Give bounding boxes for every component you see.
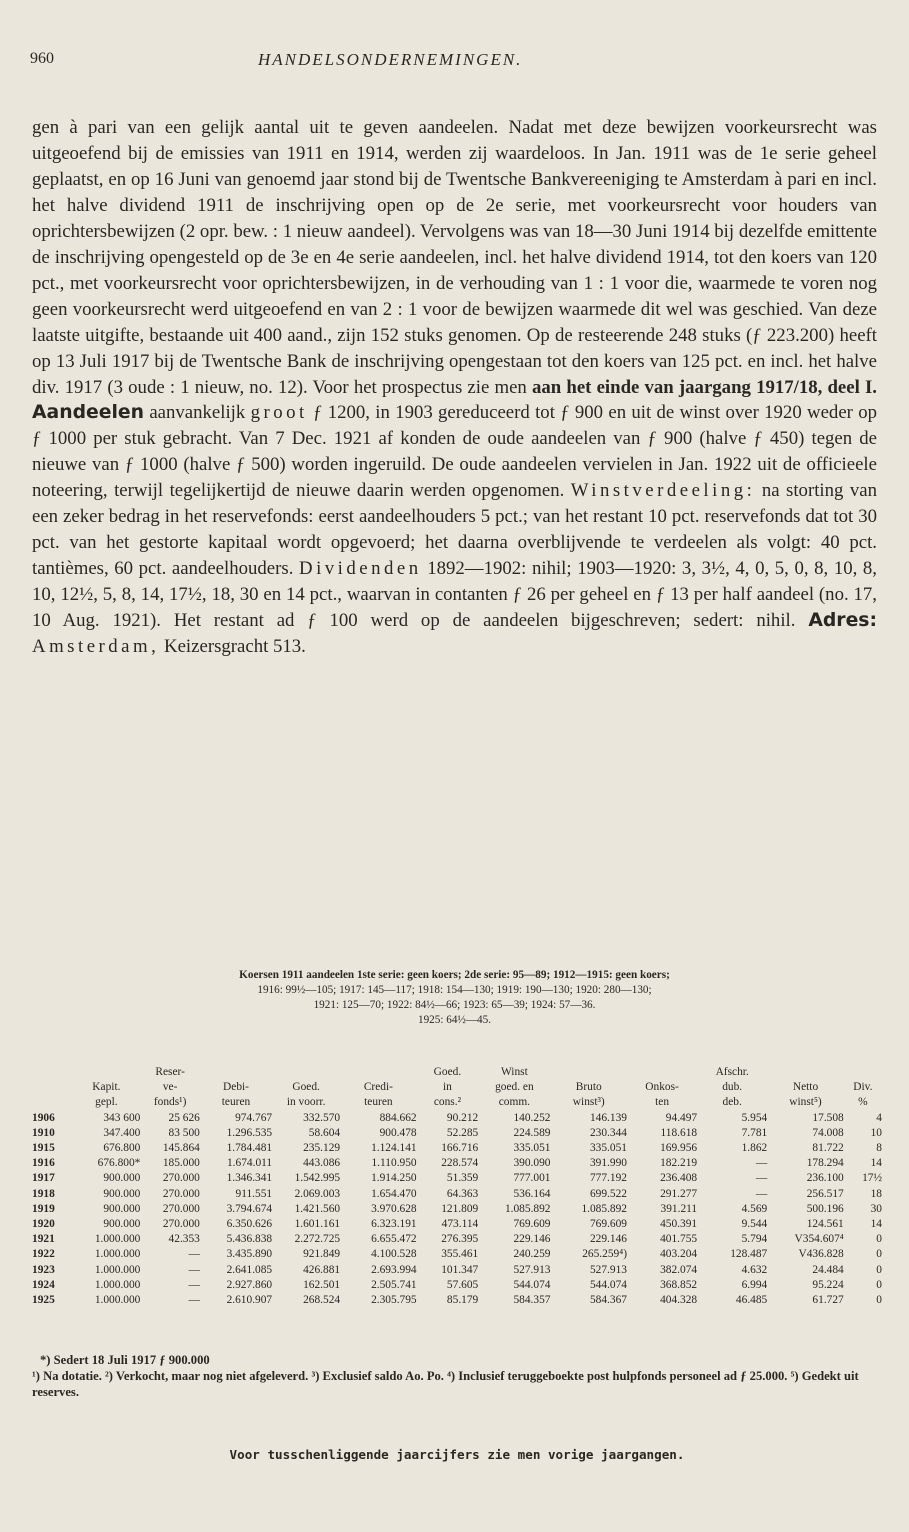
table-cell: 169.956 bbox=[660, 1142, 698, 1155]
table-cell: 256.517 bbox=[806, 1187, 844, 1200]
table-header-cell: fonds¹) bbox=[153, 1096, 187, 1109]
groot-word: groot bbox=[250, 402, 308, 424]
table-row bbox=[32, 1278, 882, 1293]
table-cell: V436.828 bbox=[798, 1248, 844, 1261]
table-year-cell: 1919 bbox=[32, 1202, 55, 1215]
table-cell: 1.085.892 bbox=[581, 1202, 627, 1215]
table-cell: 1.085.892 bbox=[504, 1202, 551, 1215]
table-cell: 391.990 bbox=[589, 1157, 627, 1170]
table-header-cell: gepl. bbox=[95, 1096, 118, 1109]
table-cell: 30 bbox=[870, 1202, 882, 1215]
table-header-cell: in voorr. bbox=[286, 1096, 326, 1109]
table-cell: — bbox=[755, 1157, 768, 1170]
table-header-cell: Div. bbox=[853, 1081, 873, 1094]
table-cell: 94.497 bbox=[665, 1111, 698, 1124]
adres-street: Keizersgracht 513. bbox=[164, 636, 306, 658]
table-header-cell: Bruto bbox=[575, 1081, 602, 1094]
table-cell: 270.000 bbox=[162, 1202, 200, 1215]
table-row bbox=[32, 1156, 882, 1171]
table-cell: 240.259 bbox=[513, 1248, 551, 1261]
table-cell: 403.204 bbox=[660, 1248, 698, 1261]
table-cell: 58.604 bbox=[308, 1126, 341, 1139]
table-cell: 10 bbox=[870, 1126, 882, 1139]
table-cell: 3.794.674 bbox=[226, 1202, 273, 1215]
table-header-cell: ve- bbox=[162, 1081, 178, 1094]
table-cell: — bbox=[755, 1172, 768, 1185]
table-cell: 229.146 bbox=[589, 1233, 627, 1246]
table-cell: 527.913 bbox=[589, 1263, 627, 1276]
table-cell: 265.259⁴) bbox=[582, 1248, 627, 1261]
text-t2: ƒ 1200, in 1903 gereduceerd tot ƒ 900 en uit de winst over 1920 weder op ƒ 1000 per stuk gebracht. Van 7 Dec. 1921 af konden de oude aandeelen van ƒ 900 (halve ƒ 450) tegen de nieuwe van ƒ 1000 (halve ƒ 500) worden ingeruild. De oude aandeelen vervielen in Jan. 1922 uit de officieele noteering, terwijl tegelijkertijd de nieuwe daarin werden opgenomen. bbox=[32, 402, 877, 502]
table-cell: 291.277 bbox=[660, 1187, 698, 1200]
table-cell: 391.211 bbox=[660, 1202, 698, 1215]
table-cell: 146.139 bbox=[589, 1111, 627, 1124]
table-body bbox=[32, 1111, 882, 1309]
table-year-cell: 1915 bbox=[32, 1142, 55, 1155]
table-cell: 2.693.994 bbox=[371, 1263, 417, 1276]
table-cell: 74.008 bbox=[812, 1126, 844, 1139]
table-cell: 1.000.000 bbox=[94, 1278, 141, 1291]
table-cell: 584.367 bbox=[589, 1294, 627, 1307]
table-cell: 185.000 bbox=[162, 1157, 200, 1170]
table-cell: 1.542.995 bbox=[294, 1172, 341, 1185]
table-cell: 4.569 bbox=[741, 1202, 768, 1215]
table-cell: 544.074 bbox=[513, 1278, 551, 1291]
table-header-cell: winst⁵) bbox=[789, 1096, 822, 1109]
table-cell: 228.574 bbox=[441, 1157, 479, 1170]
table-cell: 1.000.000 bbox=[94, 1233, 141, 1246]
table-cell: 128.487 bbox=[730, 1248, 768, 1261]
table-cell: 61.727 bbox=[812, 1294, 844, 1307]
table-cell: — bbox=[188, 1248, 200, 1261]
table-cell: — bbox=[188, 1263, 200, 1276]
table-cell: 95.224 bbox=[812, 1278, 844, 1291]
table-header-cell bbox=[627, 1065, 697, 1080]
table-cell: 1.296.535 bbox=[226, 1126, 273, 1139]
table-header-cell: Netto bbox=[792, 1081, 819, 1094]
table-cell: 777.192 bbox=[589, 1172, 627, 1185]
table-cell: 51.359 bbox=[446, 1172, 479, 1185]
table-cell: 46.485 bbox=[735, 1294, 768, 1307]
table-header-cell bbox=[272, 1065, 340, 1080]
table-cell: 178.294 bbox=[806, 1157, 844, 1170]
table-cell: 900.478 bbox=[379, 1126, 417, 1139]
table-row bbox=[32, 1217, 882, 1232]
table-header bbox=[32, 1065, 882, 1111]
table-cell: 17½ bbox=[862, 1172, 882, 1185]
table-header-cell bbox=[72, 1065, 140, 1080]
koersen-line-4: 1925: 64½—45. bbox=[417, 1014, 492, 1026]
table-cell: 382.074 bbox=[660, 1263, 698, 1276]
footnote-star: *) Sedert 18 Juli 1917 ƒ 900.000 bbox=[40, 1353, 210, 1367]
table-cell: 368.852 bbox=[660, 1278, 698, 1291]
table-cell: 101.347 bbox=[441, 1263, 479, 1276]
table-cell: 1.862 bbox=[741, 1142, 768, 1155]
table-cell: 676.800 bbox=[103, 1142, 141, 1155]
table-header-cell: Debi- bbox=[223, 1081, 249, 1094]
table-header-row bbox=[32, 1080, 882, 1095]
table-header-cell: ten bbox=[655, 1096, 670, 1109]
table-cell: 544.074 bbox=[589, 1278, 627, 1291]
table-header-cell bbox=[32, 1080, 72, 1095]
table-year-cell: 1916 bbox=[32, 1157, 55, 1170]
table-cell: 182.219 bbox=[660, 1157, 698, 1170]
main-paragraph bbox=[32, 115, 877, 660]
table-cell: 270.000 bbox=[162, 1172, 200, 1185]
koersen-line-1: Koersen 1911 aandeelen 1ste serie: geen koers; 2de serie: 95—89; 1912—1915: geen koers; bbox=[239, 969, 670, 981]
table-cell: 0 bbox=[876, 1248, 882, 1261]
table-cell: 24.484 bbox=[812, 1263, 844, 1276]
table-header-cell bbox=[844, 1065, 882, 1080]
table-cell: 124.561 bbox=[806, 1218, 844, 1231]
table-cell: 0 bbox=[876, 1263, 882, 1276]
table-cell: 1.421.560 bbox=[294, 1202, 341, 1215]
page-number: 960 bbox=[30, 50, 54, 67]
text-t4: 1892—1902: nihil; 1903—1920: 3, 3½, 4, 0, 5, 0, 8, 10, 8, 10, 12½, 5, 8, 14, 17½, 18, 30 en 14 pct., waarvan in contanten ƒ 26 per geheel en ƒ 13 per half aandeel (no. 17, 10 Aug. 1921). Het restant ad ƒ 100 werd op de aandeelen bijgeschreven; sedert: nihil. bbox=[32, 558, 877, 632]
table-header-cell bbox=[340, 1065, 417, 1080]
text-t1: aanvankelijk bbox=[149, 402, 246, 424]
table-cell: 14 bbox=[870, 1218, 882, 1231]
table-cell: 6.655.472 bbox=[371, 1233, 417, 1246]
table-header-cell: Credi- bbox=[363, 1081, 393, 1094]
adres-heading: Adres: bbox=[808, 610, 877, 632]
table-cell: 162.501 bbox=[303, 1278, 341, 1291]
table-cell: 769.609 bbox=[589, 1218, 627, 1231]
table-cell: — bbox=[188, 1294, 200, 1307]
table-cell: 90.212 bbox=[446, 1111, 479, 1124]
table-cell: 335.051 bbox=[589, 1142, 627, 1155]
table-cell: 0 bbox=[876, 1233, 882, 1246]
table-year-cell: 1922 bbox=[32, 1248, 55, 1261]
table-cell: 5.954 bbox=[741, 1111, 768, 1124]
table-cell: 911.551 bbox=[235, 1187, 273, 1200]
table-row bbox=[32, 1126, 882, 1141]
table-cell: 1.000.000 bbox=[94, 1263, 141, 1276]
table-header-cell: teuren bbox=[364, 1096, 393, 1109]
table-row bbox=[32, 1187, 882, 1202]
table-cell: 166.716 bbox=[441, 1142, 479, 1155]
table-cell: 268.524 bbox=[303, 1294, 341, 1307]
dividenden-heading: Dividenden bbox=[299, 558, 422, 580]
table-cell: 0 bbox=[876, 1294, 882, 1307]
table-cell: 5.794 bbox=[741, 1233, 768, 1246]
table-year-cell: 1910 bbox=[32, 1126, 55, 1139]
table-cell: 1.601.161 bbox=[294, 1218, 341, 1231]
table-cell: 1.124.141 bbox=[371, 1142, 417, 1155]
table-header-cell: comm. bbox=[498, 1096, 531, 1109]
table-cell: 1.654.470 bbox=[371, 1187, 417, 1200]
table-cell: 230.344 bbox=[589, 1126, 627, 1139]
table-cell: 404.328 bbox=[660, 1294, 698, 1307]
adres-city: Amsterdam, bbox=[32, 636, 160, 658]
text-p1: gen à pari van een gelijk aantal uit te geven aandeelen. Nadat met deze bewijzen voorkeursrecht was uitgeoefend bij de emissies van 1911 en 1914, werden zij waardeloos. In Jan. 1911 was de 1e serie geheel geplaatst, en op 16 Juni van genoemd jaar stond bij de Twentsche Bankvereeniging te Amsterdam à pari en incl. het halve dividend 1911 de inschrijving open op de 2e serie, met voorkeursrecht voor houders van oprichtersbewijzen (2 opr. bew. : 1 nieuw aandeel). Vervolgens was van 18—30 Juni 1914 bij dezelfde emittente de inschrijving opengesteld op de 3e en 4e serie aandeelen, incl. het halve dividend 1914, tot den koers van 120 pct., met voorkeursrecht voor oprichtersbewijzen, in de verhouding van 1 : 1 voor die, waarmede te voren nog geen voorkeursrecht werd uitgeoefend en van 2 : 1 voor de bewijzen waarmede dit wel was geschied. Van deze laatste uitgifte, bestaande uit 400 aand., zijn 152 stuks genomen. Op de resteerende 248 stuks (ƒ 223.200) heeft op 13 Juli 1917 bij de Twentsche Bank de inschrijving opengestaan tot den koers van 125 pct. en incl. het halve div. 1917 (3 oude : 1 nieuw, no. 12). Voor het prospectus zie men bbox=[32, 117, 877, 398]
table-header-cell bbox=[767, 1065, 844, 1080]
table-cell: 85.179 bbox=[446, 1294, 479, 1307]
table-cell: 699.522 bbox=[589, 1187, 627, 1200]
table-cell: 14 bbox=[870, 1157, 882, 1170]
koersen-block bbox=[32, 968, 877, 1028]
table-row bbox=[32, 1111, 882, 1126]
table-cell: 2.305.795 bbox=[371, 1294, 417, 1307]
table-row bbox=[32, 1263, 882, 1278]
table-cell: 235.129 bbox=[303, 1142, 341, 1155]
table-cell: 900.000 bbox=[103, 1187, 141, 1200]
table-cell: 5.436.838 bbox=[226, 1233, 273, 1246]
table-cell: 536.164 bbox=[513, 1187, 551, 1200]
table-header-cell: cons.² bbox=[433, 1096, 462, 1109]
table-header-cell: Goed. bbox=[292, 1081, 320, 1094]
closing-note: Voor tusschenliggende jaarcijfers zie men vorige jaargangen. bbox=[229, 1447, 685, 1462]
running-title: HANDELSONDERNEMINGEN. bbox=[258, 50, 523, 69]
table-header-cell: goed. en bbox=[495, 1081, 534, 1094]
koersen-line-3: 1921: 125—70; 1922: 84½—66; 1923: 65—39; 1924: 57—36. bbox=[313, 999, 596, 1011]
table-cell: 42.353 bbox=[168, 1233, 200, 1246]
table-cell: — bbox=[188, 1278, 200, 1291]
table-cell: 426.881 bbox=[303, 1263, 341, 1276]
table-cell: 676.800* bbox=[97, 1157, 141, 1170]
table-cell: 64.363 bbox=[446, 1187, 479, 1200]
table-header-cell: deb. bbox=[722, 1096, 742, 1109]
footnotes bbox=[32, 1352, 882, 1401]
table-header-cell bbox=[551, 1065, 628, 1080]
table-header-cell: winst³) bbox=[572, 1096, 605, 1109]
table-cell: 9.544 bbox=[741, 1218, 768, 1231]
page-header bbox=[30, 50, 879, 80]
table-cell: 6.350.626 bbox=[226, 1218, 273, 1231]
table-cell: 974.767 bbox=[235, 1111, 273, 1124]
table-cell: 401.755 bbox=[660, 1233, 698, 1246]
table-cell: 347.400 bbox=[103, 1126, 141, 1139]
table-cell: 450.391 bbox=[660, 1218, 698, 1231]
table-year-cell: 1921 bbox=[32, 1233, 55, 1246]
table-cell: 335.051 bbox=[513, 1142, 551, 1155]
table-year-cell: 1923 bbox=[32, 1263, 55, 1276]
table-cell: 1.784.481 bbox=[226, 1142, 273, 1155]
table-cell: 1.000.000 bbox=[94, 1294, 141, 1307]
winstverdeeling-heading: Winstverdeeling: bbox=[570, 480, 756, 502]
table-cell: 3.435.890 bbox=[226, 1248, 273, 1261]
table-cell: 584.357 bbox=[513, 1294, 551, 1307]
table-cell: 224.589 bbox=[513, 1126, 551, 1139]
table-cell: 145.864 bbox=[162, 1142, 200, 1155]
table-header-cell: % bbox=[858, 1096, 868, 1109]
table-header-cell: Afschr. bbox=[715, 1066, 749, 1078]
table-cell: 3.970.628 bbox=[371, 1202, 417, 1215]
table-cell: 921.849 bbox=[303, 1248, 341, 1261]
table-row bbox=[32, 1247, 882, 1262]
table-cell: — bbox=[755, 1187, 768, 1200]
table-header-cell bbox=[200, 1065, 272, 1080]
table-cell: 25 626 bbox=[168, 1111, 200, 1124]
aandeelen-heading: Aandeelen bbox=[32, 402, 145, 424]
table-row bbox=[32, 1171, 882, 1186]
table-cell: 1.914.250 bbox=[371, 1172, 417, 1185]
table-year-cell: 1918 bbox=[32, 1187, 55, 1200]
table-year-cell: 1906 bbox=[32, 1111, 55, 1124]
table-cell: 1.110.950 bbox=[371, 1157, 417, 1170]
table-cell: 7.781 bbox=[741, 1126, 768, 1139]
table-cell: 236.100 bbox=[806, 1172, 844, 1185]
table-cell: V354.607⁴ bbox=[794, 1233, 844, 1246]
table-cell: 390.090 bbox=[513, 1157, 551, 1170]
table-year-cell: 1925 bbox=[32, 1294, 55, 1307]
table-cell: 121.809 bbox=[441, 1202, 479, 1215]
table-cell: 473.114 bbox=[441, 1218, 479, 1231]
table-cell: 118.618 bbox=[660, 1126, 698, 1139]
table-cell: 0 bbox=[876, 1278, 882, 1291]
table-cell: 443.086 bbox=[303, 1157, 341, 1170]
table-cell: 229.146 bbox=[513, 1233, 551, 1246]
table-cell: 18 bbox=[870, 1187, 882, 1200]
financial-table bbox=[32, 1065, 882, 1308]
table-cell: 2.641.085 bbox=[226, 1263, 273, 1276]
table-row bbox=[32, 1141, 882, 1156]
table-cell: 355.461 bbox=[441, 1248, 479, 1261]
table-cell: 236.408 bbox=[660, 1172, 698, 1185]
table-cell: 343 600 bbox=[103, 1111, 141, 1124]
table-cell: 2.069.003 bbox=[294, 1187, 341, 1200]
body-text bbox=[32, 115, 877, 660]
table-cell: 276.395 bbox=[441, 1233, 479, 1246]
table-cell: 332.570 bbox=[303, 1111, 341, 1124]
table-header-row bbox=[32, 1095, 882, 1110]
table-cell: 4.632 bbox=[741, 1263, 768, 1276]
table-cell: 900.000 bbox=[103, 1172, 141, 1185]
table-cell: 6.323.191 bbox=[371, 1218, 417, 1231]
table-cell: 2.610.907 bbox=[226, 1294, 273, 1307]
table-year-cell: 1920 bbox=[32, 1218, 55, 1231]
table-header-cell: dub. bbox=[722, 1081, 743, 1094]
table-cell: 270.000 bbox=[162, 1218, 200, 1231]
table-cell: 884.662 bbox=[379, 1111, 417, 1124]
table-year-cell: 1924 bbox=[32, 1278, 55, 1291]
table-header-cell: Goed. bbox=[433, 1066, 462, 1078]
table-header-row bbox=[32, 1065, 882, 1080]
table-cell: 500.196 bbox=[806, 1202, 844, 1215]
table-header-cell: Onkos- bbox=[645, 1081, 679, 1094]
table-row bbox=[32, 1232, 882, 1247]
table-cell: 140.252 bbox=[513, 1111, 551, 1124]
table-cell: 769.609 bbox=[513, 1218, 551, 1231]
footnote-numbered: ¹) Na dotatie. ²) Verkocht, maar nog niet afgeleverd. ³) Exclusief saldo Ao. Po. ⁴) Inclusief teruggeboekte post hulpfonds personeel ad ƒ 25.000. ⁵) Gedekt uit reserves. bbox=[32, 1369, 859, 1400]
text-p1-bold: aan het einde van jaargang 1917/18, deel I. bbox=[532, 376, 877, 398]
text-t3: na storting van een zeker bedrag in het reservefonds: eerst aandeelhouders 5 pct.; van het restant 10 pct. reservefonds dat tot 30 pct. van het gestorte kapitaal wordt opgevoerd; het daarna overblijvende te verdeelen als volgt: 40 pct. tantièmes, 60 pct. aandeelhouders. bbox=[32, 480, 877, 580]
table-cell: 81.722 bbox=[812, 1142, 844, 1155]
table-header-cell: Kapit. bbox=[92, 1081, 121, 1094]
table-cell: 17.508 bbox=[812, 1111, 844, 1124]
table-cell: 1.000.000 bbox=[94, 1248, 141, 1261]
table-header-cell: Winst bbox=[500, 1066, 528, 1078]
table-cell: 57.605 bbox=[446, 1278, 479, 1291]
table-header-cell bbox=[32, 1065, 72, 1080]
table-cell: 2.505.741 bbox=[371, 1278, 417, 1291]
table-header-cell: Reser- bbox=[155, 1066, 185, 1078]
table-cell: 8 bbox=[876, 1142, 882, 1155]
table-cell: 900.000 bbox=[103, 1202, 141, 1215]
table-row bbox=[32, 1293, 882, 1308]
table-cell: 4.100.528 bbox=[371, 1248, 417, 1261]
table-cell: 270.000 bbox=[162, 1187, 200, 1200]
table-cell: 1.674.011 bbox=[226, 1157, 273, 1170]
table-cell: 900.000 bbox=[103, 1218, 141, 1231]
table-row bbox=[32, 1202, 882, 1217]
table-header-cell: in bbox=[443, 1081, 452, 1094]
table-cell: 1.346.341 bbox=[226, 1172, 273, 1185]
table-year-cell: 1917 bbox=[32, 1172, 55, 1185]
table-cell: 2.927.860 bbox=[226, 1278, 273, 1291]
table-cell: 6.994 bbox=[741, 1278, 768, 1291]
table-header-cell bbox=[32, 1095, 72, 1110]
koersen-line-2: 1916: 99½—105; 1917: 145—117; 1918: 154—130; 1919: 190—130; 1920: 280—130; bbox=[257, 984, 652, 996]
table-header-cell: teuren bbox=[221, 1096, 251, 1109]
table-cell: 777.001 bbox=[513, 1172, 551, 1185]
table-cell: 52.285 bbox=[446, 1126, 479, 1139]
table-cell: 2.272.725 bbox=[294, 1233, 341, 1246]
table-cell: 83 500 bbox=[168, 1126, 200, 1139]
table-cell: 527.913 bbox=[513, 1263, 551, 1276]
table-cell: 4 bbox=[876, 1111, 882, 1124]
